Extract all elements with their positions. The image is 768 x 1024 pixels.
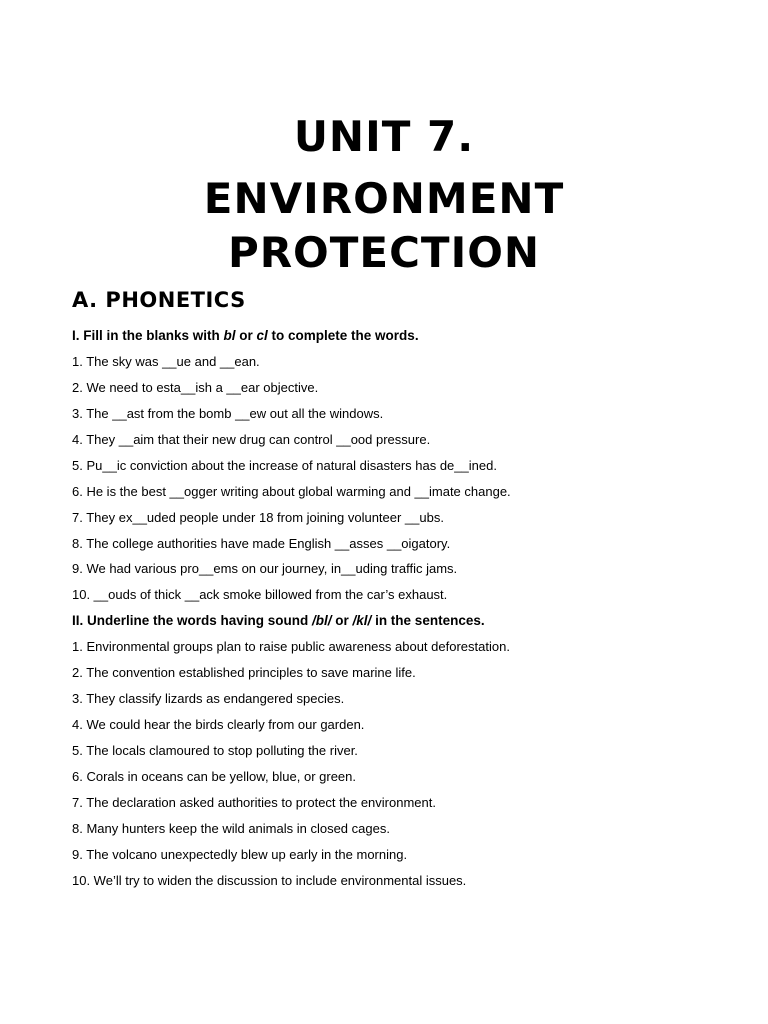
exercise-item: 5. The locals clamoured to stop polluting the river. [72, 743, 358, 758]
exercise-2-instruction: II. Underline the words having sound /bl/ or /kl/ in the sentences. [72, 613, 485, 629]
option-cl: cl [256, 328, 268, 343]
topic-title-line-2: PROTECTION [227, 228, 541, 277]
exercise-item: 6. He is the best __ogger writing about global warming and __imate change. [72, 483, 511, 499]
unit-title: UNIT 7. [293, 112, 475, 161]
option-bl: bl [223, 328, 236, 343]
exercise-item: 5. Pu__ic conviction about the increase of natural disasters has de__ined. [72, 457, 497, 473]
sound-bl: /bl/ [312, 613, 332, 629]
topic-title-line-1: ENVIRONMENT [203, 174, 565, 223]
exercise-item: 1. Environmental groups plan to raise public awareness about deforestation. [72, 639, 510, 655]
exercise-1-instruction: I. Fill in the blanks with bl or cl to complete the words. [72, 328, 419, 343]
exercise-item: 3. The __ast from the bomb __ew out all the windows. [72, 405, 384, 421]
exercise-item: 2. The convention established principles to save marine life. [72, 665, 416, 681]
exercise-content [72, 323, 712, 894]
exercise-item: 7. The declaration asked authorities to protect the environment. [72, 794, 436, 810]
exercise-item: 6. Corals in oceans can be yellow, blue, or green. [72, 768, 357, 784]
exercise-item: 10. __ouds of thick __ack smoke billowed from the car’s exhaust. [72, 587, 448, 603]
exercise-item: 8. The college authorities have made English __asses __oigatory. [72, 535, 451, 551]
exercise-1-list [72, 349, 712, 608]
exercise-item: 3. They classify lizards as endangered species. [72, 691, 345, 707]
section-heading-phonetics: A. PHONETICS [72, 288, 246, 312]
exercise-2-list [72, 634, 712, 893]
exercise-item: 7. They ex__uded people under 18 from joining volunteer __ubs. [72, 509, 444, 525]
exercise-item: 4. They __aim that their new drug can control __ood pressure. [72, 431, 431, 447]
exercise-item: 4. We could hear the birds clearly from our garden. [72, 717, 365, 733]
exercise-item: 2. We need to esta__ish a __ear objective. [72, 379, 319, 395]
sound-kl: /kl/ [352, 613, 372, 629]
exercise-item: 10. We’ll try to widen the discussion to include environmental issues. [72, 872, 467, 888]
exercise-item: 8. Many hunters keep the wild animals in closed cages. [72, 820, 390, 836]
exercise-item: 9. We had various pro__ems on our journey, in__uding traffic jams. [72, 561, 458, 577]
exercise-item: 9. The volcano unexpectedly blew up early in the morning. [72, 846, 408, 862]
exercise-item: 1. The sky was __ue and __ean. [72, 353, 260, 369]
